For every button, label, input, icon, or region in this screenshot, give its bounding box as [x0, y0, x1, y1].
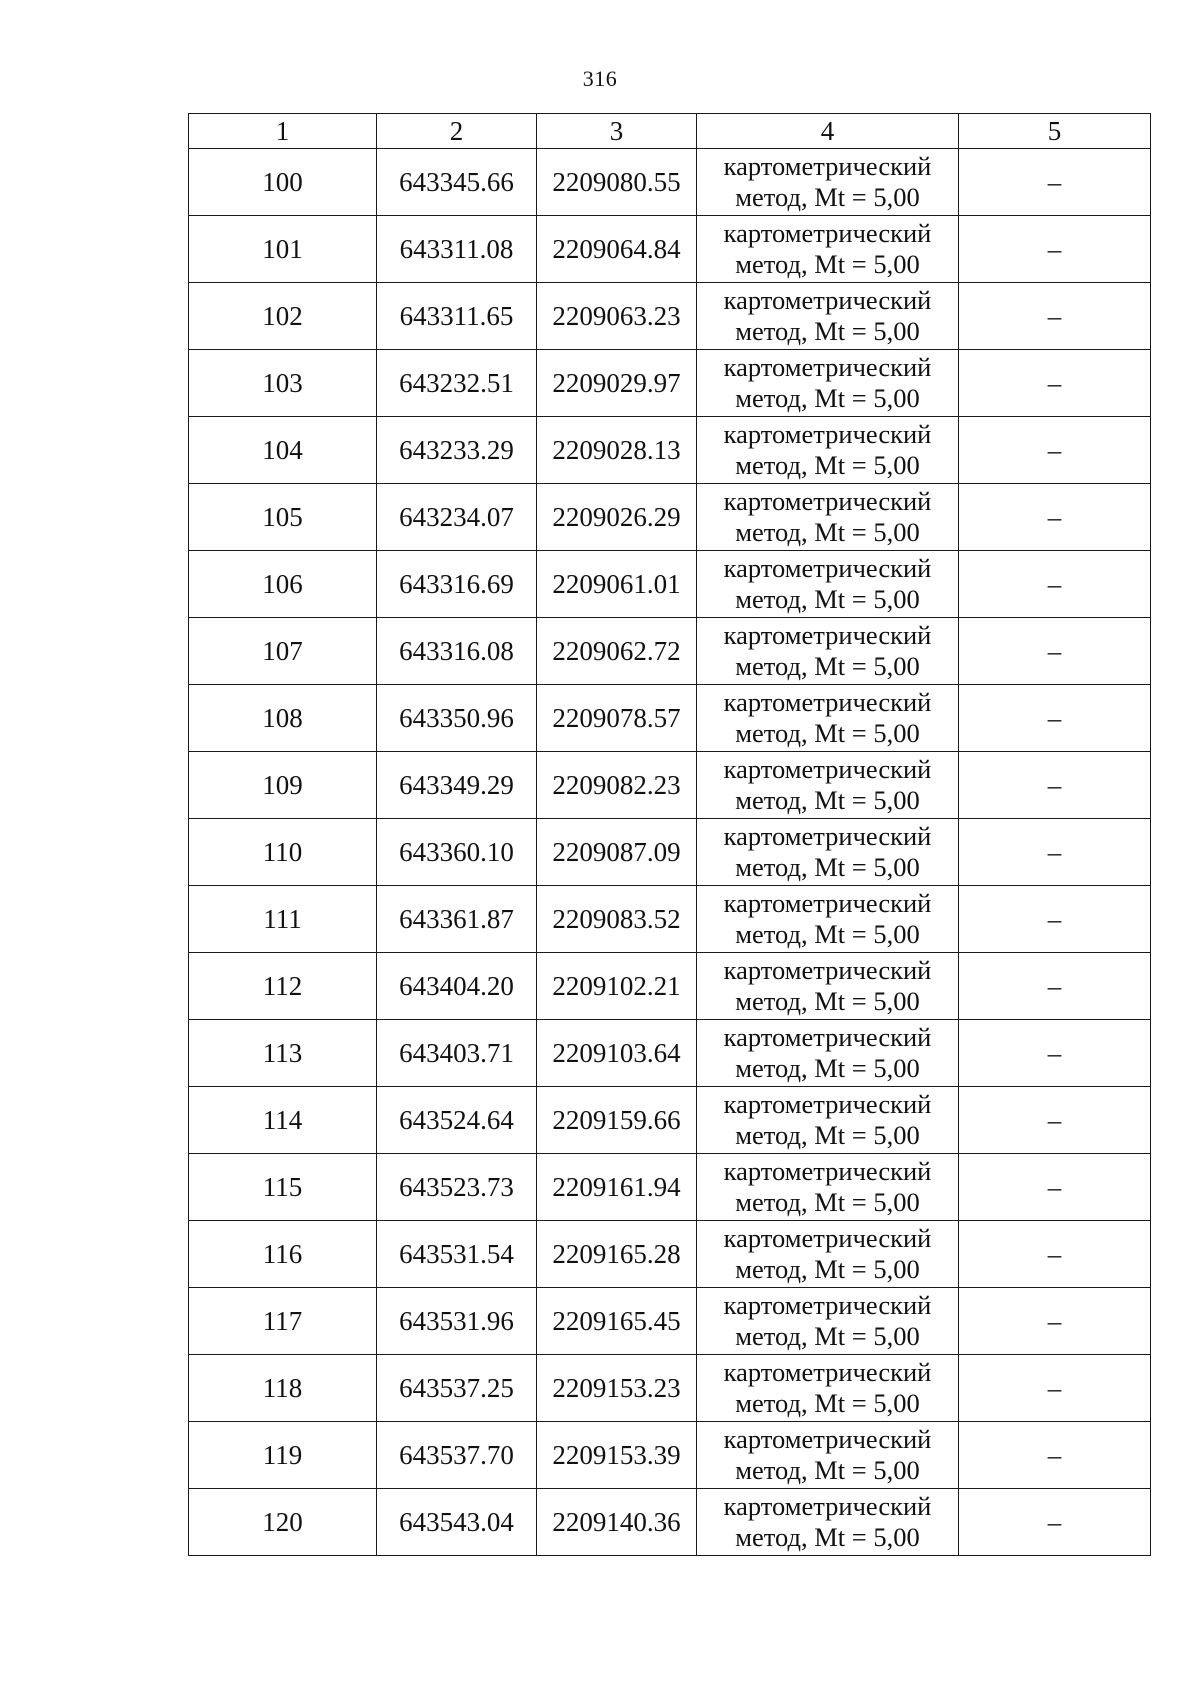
- coordinate-y: 2209029.97: [537, 350, 697, 417]
- header-col-5: 5: [959, 114, 1151, 149]
- method-line-2: метод, Mt = 5,00: [735, 1388, 920, 1418]
- method-line-2: метод, Mt = 5,00: [735, 249, 920, 279]
- coordinate-y: 2209102.21: [537, 953, 697, 1020]
- coordinate-y: 2209028.13: [537, 417, 697, 484]
- coordinate-x: 643311.08: [377, 216, 537, 283]
- coordinate-y: 2209026.29: [537, 484, 697, 551]
- description-cell: –: [959, 1087, 1151, 1154]
- method-cell: [697, 283, 959, 350]
- table-row: [189, 1355, 1151, 1422]
- table-row: [189, 1221, 1151, 1288]
- coordinate-x: 643524.64: [377, 1087, 537, 1154]
- method-line-1: картометрический: [723, 553, 932, 583]
- method-line-2: метод, Mt = 5,00: [735, 718, 920, 748]
- method-line-1: картометрический: [723, 1424, 932, 1454]
- coordinate-y: 2209087.09: [537, 819, 697, 886]
- header-row: [189, 114, 1151, 149]
- page-number: 316: [582, 66, 618, 91]
- method-cell: [697, 685, 959, 752]
- description-cell: –: [959, 685, 1151, 752]
- method-line-1: картометрический: [723, 352, 932, 382]
- coordinate-y: 2209103.64: [537, 1020, 697, 1087]
- method-line-2: метод, Mt = 5,00: [735, 1187, 920, 1217]
- method-line-2: метод, Mt = 5,00: [735, 852, 920, 882]
- point-number: 102: [189, 283, 377, 350]
- coordinate-x: 643316.08: [377, 618, 537, 685]
- description-cell: –: [959, 350, 1151, 417]
- description-cell: –: [959, 283, 1151, 350]
- description-cell: –: [959, 1489, 1151, 1556]
- point-number: 116: [189, 1221, 377, 1288]
- description-cell: –: [959, 1154, 1151, 1221]
- table-row: [189, 886, 1151, 953]
- coordinate-x: 643403.71: [377, 1020, 537, 1087]
- method-cell: [697, 819, 959, 886]
- method-line-2: метод, Mt = 5,00: [735, 1254, 920, 1284]
- table-row: [189, 953, 1151, 1020]
- method-line-1: картометрический: [723, 754, 932, 784]
- method-cell: [697, 484, 959, 551]
- point-number: 110: [189, 819, 377, 886]
- coordinate-y: 2209062.72: [537, 618, 697, 685]
- method-line-2: метод, Mt = 5,00: [735, 1455, 920, 1485]
- method-cell: [697, 752, 959, 819]
- coordinate-y: 2209140.36: [537, 1489, 697, 1556]
- method-line-2: метод, Mt = 5,00: [735, 182, 920, 212]
- method-cell: [697, 618, 959, 685]
- method-line-1: картометрический: [723, 1223, 932, 1253]
- coordinate-x: 643311.65: [377, 283, 537, 350]
- coordinate-y: 2209153.39: [537, 1422, 697, 1489]
- point-number: 113: [189, 1020, 377, 1087]
- table-row: [189, 484, 1151, 551]
- description-cell: –: [959, 417, 1151, 484]
- table-row: [189, 417, 1151, 484]
- method-line-1: картометрический: [723, 218, 932, 248]
- method-cell: [697, 953, 959, 1020]
- method-line-1: картометрический: [723, 285, 932, 315]
- description-cell: –: [959, 819, 1151, 886]
- table-row: [189, 149, 1151, 216]
- table-row: [189, 216, 1151, 283]
- method-line-1: картометрический: [723, 1290, 932, 1320]
- point-number: 105: [189, 484, 377, 551]
- coordinate-x: 643349.29: [377, 752, 537, 819]
- method-cell: [697, 1355, 959, 1422]
- method-line-2: метод, Mt = 5,00: [735, 1120, 920, 1150]
- method-line-2: метод, Mt = 5,00: [735, 450, 920, 480]
- method-line-2: метод, Mt = 5,00: [735, 1053, 920, 1083]
- point-number: 107: [189, 618, 377, 685]
- header-col-1: 1: [189, 114, 377, 149]
- description-cell: –: [959, 618, 1151, 685]
- description-cell: –: [959, 1422, 1151, 1489]
- point-number: 119: [189, 1422, 377, 1489]
- method-line-1: картометрический: [723, 1156, 932, 1186]
- coordinate-x: 643234.07: [377, 484, 537, 551]
- description-cell: –: [959, 1288, 1151, 1355]
- method-cell: [697, 1020, 959, 1087]
- point-number: 117: [189, 1288, 377, 1355]
- table-row: [189, 1489, 1151, 1556]
- coordinate-x: 643233.29: [377, 417, 537, 484]
- point-number: 115: [189, 1154, 377, 1221]
- method-line-2: метод, Mt = 5,00: [735, 316, 920, 346]
- coordinate-y: 2209061.01: [537, 551, 697, 618]
- point-number: 101: [189, 216, 377, 283]
- method-line-1: картометрический: [723, 1089, 932, 1119]
- method-line-1: картометрический: [723, 151, 932, 181]
- method-cell: [697, 886, 959, 953]
- header-col-4: 4: [697, 114, 959, 149]
- coordinate-x: 643531.96: [377, 1288, 537, 1355]
- coordinate-y: 2209159.66: [537, 1087, 697, 1154]
- coordinate-y: 2209078.57: [537, 685, 697, 752]
- coordinate-x: 643523.73: [377, 1154, 537, 1221]
- coordinate-x: 643345.66: [377, 149, 537, 216]
- coordinate-y: 2209082.23: [537, 752, 697, 819]
- table-row: [189, 1288, 1151, 1355]
- table-row: [189, 551, 1151, 618]
- coordinate-y: 2209161.94: [537, 1154, 697, 1221]
- coordinate-x: 643232.51: [377, 350, 537, 417]
- description-cell: –: [959, 484, 1151, 551]
- method-line-2: метод, Mt = 5,00: [735, 383, 920, 413]
- method-line-2: метод, Mt = 5,00: [735, 1522, 920, 1552]
- method-line-2: метод, Mt = 5,00: [735, 517, 920, 547]
- coordinate-y: 2209083.52: [537, 886, 697, 953]
- coordinates-table: [188, 113, 1151, 1556]
- coordinate-x: 643360.10: [377, 819, 537, 886]
- point-number: 106: [189, 551, 377, 618]
- point-number: 104: [189, 417, 377, 484]
- coordinate-y: 2209080.55: [537, 149, 697, 216]
- description-cell: –: [959, 953, 1151, 1020]
- table-row: [189, 350, 1151, 417]
- description-cell: –: [959, 149, 1151, 216]
- point-number: 108: [189, 685, 377, 752]
- point-number: 100: [189, 149, 377, 216]
- coordinate-x: 643361.87: [377, 886, 537, 953]
- coordinate-y: 2209165.28: [537, 1221, 697, 1288]
- method-cell: [697, 1489, 959, 1556]
- coordinate-x: 643531.54: [377, 1221, 537, 1288]
- method-line-2: метод, Mt = 5,00: [735, 785, 920, 815]
- coordinate-x: 643537.25: [377, 1355, 537, 1422]
- coordinate-x: 643350.96: [377, 685, 537, 752]
- point-number: 114: [189, 1087, 377, 1154]
- method-line-1: картометрический: [723, 888, 932, 918]
- method-cell: [697, 216, 959, 283]
- method-line-1: картометрический: [723, 1357, 932, 1387]
- header-col-2: 2: [377, 114, 537, 149]
- description-cell: –: [959, 1020, 1151, 1087]
- table-row: [189, 819, 1151, 886]
- description-cell: –: [959, 1221, 1151, 1288]
- description-cell: –: [959, 886, 1151, 953]
- method-cell: [697, 1422, 959, 1489]
- table-row: [189, 1020, 1151, 1087]
- table-row: [189, 1422, 1151, 1489]
- point-number: 111: [189, 886, 377, 953]
- method-line-1: картометрический: [723, 955, 932, 985]
- method-line-1: картометрический: [723, 821, 932, 851]
- point-number: 120: [189, 1489, 377, 1556]
- table-row: [189, 618, 1151, 685]
- table-row: [189, 752, 1151, 819]
- table-body: [189, 149, 1151, 1556]
- coordinate-y: 2209064.84: [537, 216, 697, 283]
- description-cell: –: [959, 216, 1151, 283]
- point-number: 109: [189, 752, 377, 819]
- coordinate-y: 2209165.45: [537, 1288, 697, 1355]
- table-row: [189, 283, 1151, 350]
- description-cell: –: [959, 1355, 1151, 1422]
- method-line-2: метод, Mt = 5,00: [735, 584, 920, 614]
- method-cell: [697, 1154, 959, 1221]
- coordinate-y: 2209153.23: [537, 1355, 697, 1422]
- method-line-1: картометрический: [723, 486, 932, 516]
- method-line-1: картометрический: [723, 687, 932, 717]
- method-cell: [697, 551, 959, 618]
- method-line-1: картометрический: [723, 1491, 932, 1521]
- table-row: [189, 1087, 1151, 1154]
- description-cell: –: [959, 752, 1151, 819]
- method-line-2: метод, Mt = 5,00: [735, 1321, 920, 1351]
- table-row: [189, 1154, 1151, 1221]
- header-col-3: 3: [537, 114, 697, 149]
- method-cell: [697, 1087, 959, 1154]
- coordinate-x: 643543.04: [377, 1489, 537, 1556]
- coordinate-x: 643537.70: [377, 1422, 537, 1489]
- method-line-2: метод, Mt = 5,00: [735, 651, 920, 681]
- coordinate-y: 2209063.23: [537, 283, 697, 350]
- table-row: [189, 685, 1151, 752]
- point-number: 118: [189, 1355, 377, 1422]
- method-cell: [697, 417, 959, 484]
- point-number: 112: [189, 953, 377, 1020]
- table-header: [189, 114, 1151, 149]
- method-cell: [697, 149, 959, 216]
- coordinate-x: 643404.20: [377, 953, 537, 1020]
- method-cell: [697, 350, 959, 417]
- method-line-1: картометрический: [723, 620, 932, 650]
- method-line-1: картометрический: [723, 1022, 932, 1052]
- method-cell: [697, 1288, 959, 1355]
- method-line-2: метод, Mt = 5,00: [735, 986, 920, 1016]
- method-cell: [697, 1221, 959, 1288]
- description-cell: –: [959, 551, 1151, 618]
- method-line-2: метод, Mt = 5,00: [735, 919, 920, 949]
- method-line-1: картометрический: [723, 419, 932, 449]
- coordinate-x: 643316.69: [377, 551, 537, 618]
- point-number: 103: [189, 350, 377, 417]
